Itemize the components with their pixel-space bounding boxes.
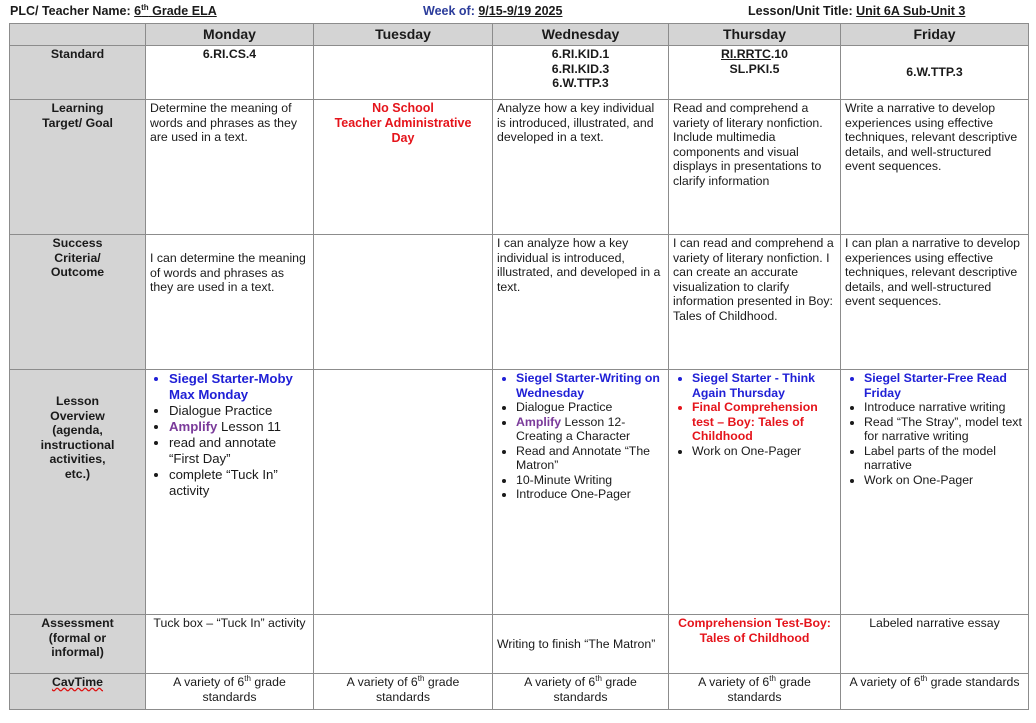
corner-cell xyxy=(10,24,146,46)
list-item: • 10-Minute Writing xyxy=(516,473,664,488)
lesson-overview-wednesday xyxy=(493,370,669,615)
cavtime-monday: A variety of 6th grade standards xyxy=(146,674,314,710)
row-label-assessment: Assessment (formal or informal) xyxy=(10,615,146,674)
success-criteria-tuesday xyxy=(314,235,493,370)
lesson-overview-monday xyxy=(146,370,314,615)
assessment-tuesday xyxy=(314,615,493,674)
plc-label: PLC/ Teacher Name: xyxy=(10,4,131,18)
standard-tuesday xyxy=(314,46,493,100)
list-item: • Work on One-Pager xyxy=(692,444,836,459)
standard-wednesday: 6.RI.KID.1 6.RI.KID.3 6.W.TTP.3 xyxy=(493,46,669,100)
row-label-success-criteria: Success Criteria/ Outcome xyxy=(10,235,146,370)
list-item: • Label parts of the model narrative xyxy=(864,444,1024,473)
day-thursday: Thursday xyxy=(669,24,841,46)
day-wednesday: Wednesday xyxy=(493,24,669,46)
standard-friday: 6.W.TTP.3 xyxy=(841,46,1029,100)
lesson-value: Unit 6A Sub-Unit 3 xyxy=(856,4,966,18)
list-item: • Introduce narrative writing xyxy=(864,400,1024,415)
success-criteria-friday: I can plan a narrative to develop experiences using effective techniques, relevant descriptive details, and well-structured event sequences. xyxy=(841,235,1029,370)
day-monday: Monday xyxy=(146,24,314,46)
lesson-plan-table xyxy=(9,23,1029,710)
list-item: • Amplify Lesson 12-Creating a Character xyxy=(516,415,664,444)
standard-row xyxy=(10,46,1029,100)
list-item: • Read and Annotate “The Matron” xyxy=(516,444,664,473)
success-criteria-row xyxy=(10,235,1029,370)
cavtime-wednesday: A variety of 6th grade standards xyxy=(493,674,669,710)
week-field xyxy=(423,4,562,18)
success-criteria-wednesday: I can analyze how a key individual is introduced, illustrated, and developed in a text. xyxy=(493,235,669,370)
assessment-friday: Labeled narrative essay xyxy=(841,615,1029,674)
list-item: • Read “The Stray”, model text for narrative writing xyxy=(864,415,1024,444)
day-friday: Friday xyxy=(841,24,1029,46)
list-item: • Introduce One-Pager xyxy=(516,487,664,502)
assessment-row xyxy=(10,615,1029,674)
cavtime-tuesday: A variety of 6th grade standards xyxy=(314,674,493,710)
lesson-overview-friday xyxy=(841,370,1029,615)
week-value: 9/15-9/19 2025 xyxy=(478,4,563,18)
list-item: • Siegel Starter-Moby Max Monday xyxy=(169,371,309,403)
grade-value: 6th Grade ELA xyxy=(134,2,217,18)
list-item: • Siegel Starter - Think Again Thursday xyxy=(692,371,836,400)
list-item: • Amplify Lesson 11 xyxy=(169,419,309,435)
lesson-overview-tuesday xyxy=(314,370,493,615)
day-header-row xyxy=(10,24,1029,46)
learning-target-friday: Write a narrative to develop experiences using effective techniques, relevant descriptive details, and well-structured event sequences. xyxy=(841,100,1029,235)
list-item: • Siegel Starter-Writing on Wednesday xyxy=(516,371,664,400)
learning-target-row xyxy=(10,100,1029,235)
standard-monday: 6.RI.CS.4 xyxy=(146,46,314,100)
cavtime-row xyxy=(10,674,1029,710)
row-label-learning-target: Learning Target/ Goal xyxy=(10,100,146,235)
row-label-cavtime: CavTime xyxy=(10,674,146,710)
standard-thursday: RI.RRTC.10 SL.PKI.5 xyxy=(669,46,841,100)
header-bar xyxy=(10,2,1030,21)
lesson-title-field xyxy=(748,4,965,18)
list-item: • Dialogue Practice xyxy=(516,400,664,415)
week-label: Week of: xyxy=(423,4,475,18)
learning-target-thursday: Read and comprehend a variety of literary nonfiction. Include multimedia components and visual displays in presentations to clarify information xyxy=(669,100,841,235)
list-item: • Siegel Starter-Free Read Friday xyxy=(864,371,1024,400)
assessment-wednesday: Writing to finish “The Matron” xyxy=(493,615,669,674)
list-item: • Final Comprehension test – Boy: Tales of Childhood xyxy=(692,400,836,444)
list-item: • complete “Tuck In” activity xyxy=(169,467,309,499)
success-criteria-monday: I can determine the meaning of words and phrases as they are used in a text. xyxy=(146,235,314,370)
cavtime-thursday: A variety of 6th grade standards xyxy=(669,674,841,710)
list-item: • Work on One-Pager xyxy=(864,473,1024,488)
cavtime-friday: A variety of 6th grade standards xyxy=(841,674,1029,710)
learning-target-wednesday: Analyze how a key individual is introduced, illustrated, and developed in a text. xyxy=(493,100,669,235)
day-tuesday: Tuesday xyxy=(314,24,493,46)
success-criteria-thursday: I can read and comprehend a variety of literary nonfiction. I can create an accurate visualization to clarify information presented in Boy: Tales of Childhood. xyxy=(669,235,841,370)
list-item: • Dialogue Practice xyxy=(169,403,309,419)
lesson-label: Lesson/Unit Title: xyxy=(748,4,853,18)
no-school-note: No School Teacher Administrative Day xyxy=(314,100,493,235)
teacher-field xyxy=(10,4,217,18)
assessment-monday: Tuck box – “Tuck In” activity xyxy=(146,615,314,674)
row-label-standard: Standard xyxy=(10,46,146,100)
lesson-overview-row xyxy=(10,370,1029,615)
lesson-overview-thursday xyxy=(669,370,841,615)
list-item: • read and annotate “First Day” xyxy=(169,435,309,467)
assessment-thursday: Comprehension Test-Boy: Tales of Childhood xyxy=(669,615,841,674)
row-label-lesson-overview: Lesson Overview (agenda, instructional activities, etc.) xyxy=(10,370,146,615)
learning-target-monday: Determine the meaning of words and phrases as they are used in a text. xyxy=(146,100,314,235)
